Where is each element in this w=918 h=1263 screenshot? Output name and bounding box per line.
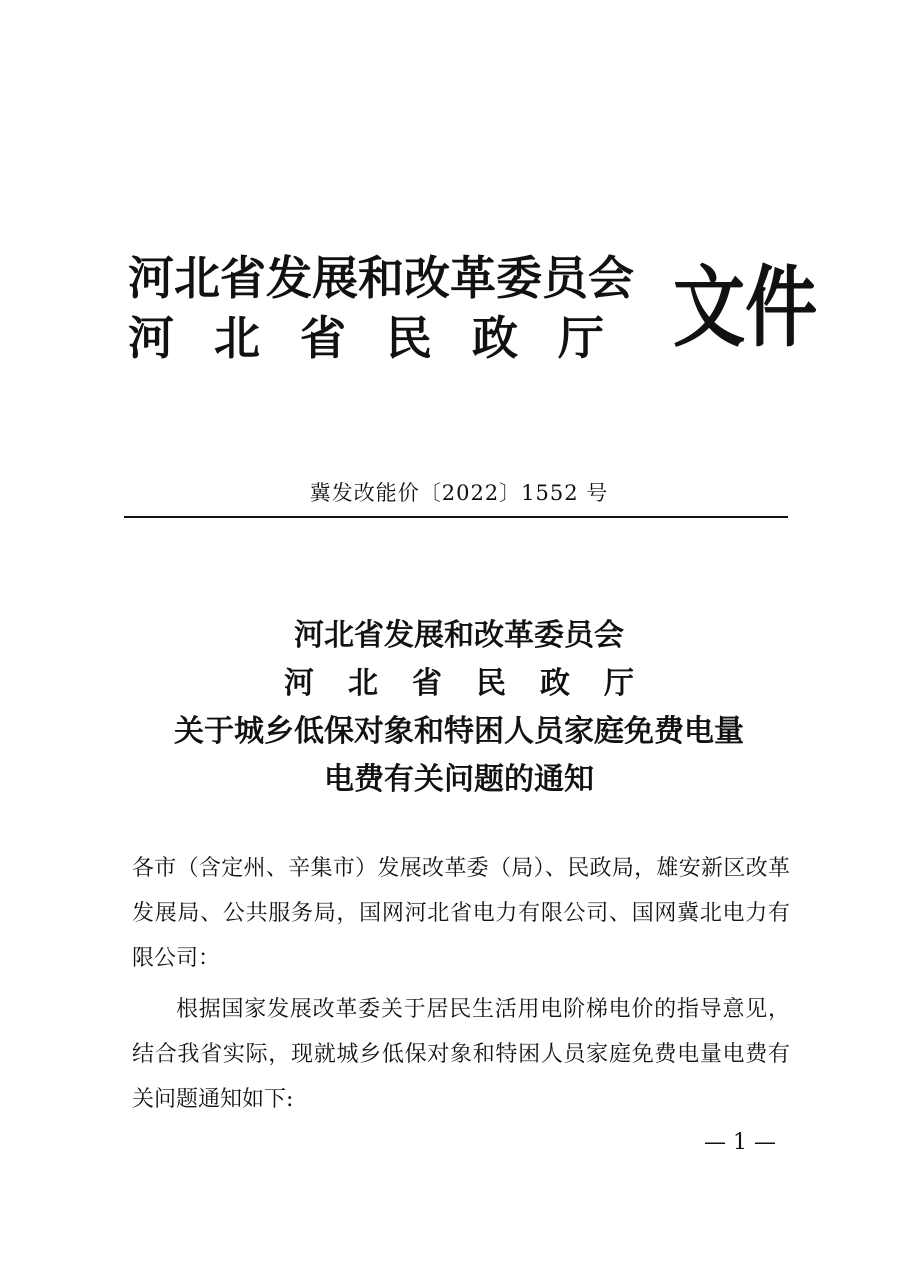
title-line-4: 电费有关问题的通知	[324, 762, 594, 797]
body-paragraph: 根据国家发展改革委关于居民生活用电阶梯电价的指导意见，结合我省实际，现就城乡低保对象和特困人员家庭免费电量电费有关问题通知如下:	[132, 997, 790, 1112]
red-header	[128, 248, 818, 368]
header-divider	[124, 516, 788, 518]
title-line-1: 河北省发展和改革委员会	[294, 618, 624, 653]
recipients: 各市（含定州、辛集市）发展改革委（局）、民政局，雄安新区改革发展局、公共服务局，国网河北省电力有限公司、国网冀北电力有限公司：	[132, 856, 790, 971]
document-title	[0, 612, 918, 804]
title-line-2: 河北省民政厅	[284, 666, 668, 701]
title-line-3: 关于城乡低保对象和特困人员家庭免费电量	[174, 714, 744, 749]
page-number: — 1 —	[704, 1130, 776, 1155]
header-org-line-1: 河北省发展和改革委员会	[128, 251, 634, 305]
document-body	[132, 846, 790, 1122]
header-org-line-2: 河北省民政厅	[128, 311, 644, 365]
header-doc-type: 文件	[673, 256, 818, 359]
document-number: 冀发改能价〔2022〕1552 号	[309, 481, 609, 505]
